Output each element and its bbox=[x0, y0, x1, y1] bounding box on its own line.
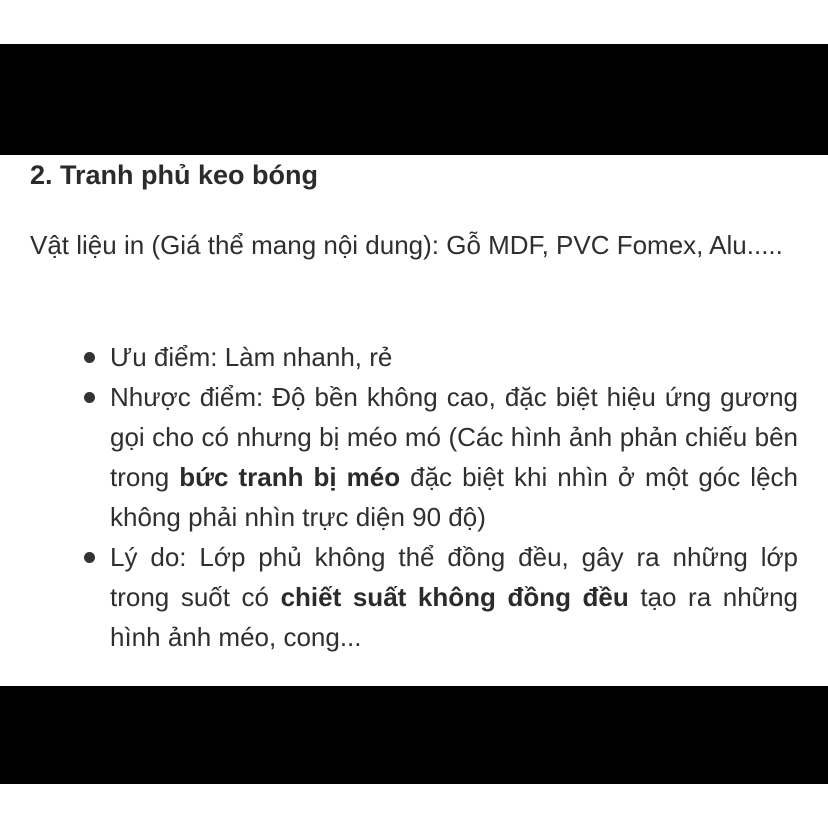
list-item-text: Ưu điểm: Làm nhanh, rẻ bbox=[110, 342, 393, 372]
bullet-dot-icon bbox=[84, 392, 95, 403]
list-item-bold-text: bức tranh bị méo bbox=[179, 462, 401, 492]
bullet-dot-icon bbox=[84, 352, 95, 363]
bullet-dot-icon bbox=[84, 552, 95, 563]
top-black-bar bbox=[0, 44, 828, 155]
list-item-bold-text: chiết suất không đồng đều bbox=[280, 582, 629, 612]
list-item-text-after: tạo ra những hình ảnh méo, cong... bbox=[110, 582, 798, 652]
intro-paragraph: Vật liệu in (Giá thể mang nội dung): Gỗ MDF, PVC Fomex, Alu..... bbox=[30, 230, 783, 260]
list-item-text-before: Nhược điểm: Độ bền không cao, đặc biệt hiệu ứng gương gọi cho có nhưng bị méo mó (Các hình ảnh phản chiếu bên trong bbox=[110, 382, 798, 492]
list-item-disadvantages bbox=[30, 377, 798, 537]
bullet-list bbox=[30, 337, 798, 657]
section-heading: 2. Tranh phủ keo bóng bbox=[30, 160, 319, 190]
list-item-text-after: đặc biệt khi nhìn ở một góc lệch không phải nhìn trực diện 90 độ) bbox=[110, 462, 798, 532]
list-item-reason bbox=[30, 537, 798, 657]
bottom-black-bar bbox=[0, 686, 828, 784]
list-item-text-before: Lý do: Lớp phủ không thể đồng đều, gây ra những lớp trong suốt có bbox=[110, 542, 798, 612]
list-item-advantages bbox=[30, 337, 798, 377]
